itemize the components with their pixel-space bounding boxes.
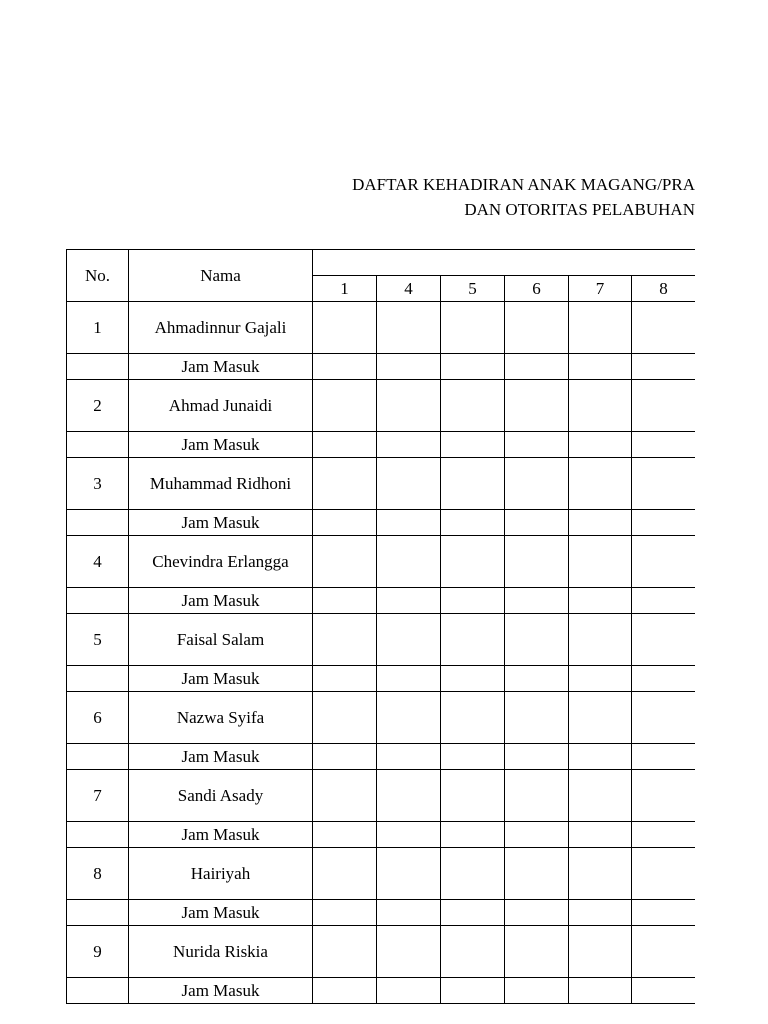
attendance-cell[interactable] (632, 848, 696, 900)
empty-number-cell (67, 900, 129, 926)
jam-masuk-cell[interactable] (569, 900, 632, 926)
attendance-cell[interactable] (313, 302, 377, 354)
participant-row (67, 692, 696, 744)
attendance-cell[interactable] (505, 458, 569, 510)
attendance-cell[interactable] (505, 614, 569, 666)
attendance-cell[interactable] (505, 692, 569, 744)
attendance-cell[interactable] (569, 458, 632, 510)
jam-masuk-cell[interactable] (569, 822, 632, 848)
jam-masuk-cell[interactable] (441, 354, 505, 380)
attendance-cell[interactable] (377, 770, 441, 822)
attendance-cell[interactable] (505, 848, 569, 900)
jam-masuk-row (67, 822, 696, 848)
attendance-cell[interactable] (569, 926, 632, 978)
jam-masuk-row (67, 510, 696, 536)
attendance-cell[interactable] (313, 770, 377, 822)
attendance-cell[interactable] (505, 536, 569, 588)
jam-masuk-row (67, 666, 696, 692)
attendance-cell[interactable] (569, 692, 632, 744)
jam-masuk-cell[interactable] (313, 822, 377, 848)
attendance-cell[interactable] (505, 380, 569, 432)
attendance-cell[interactable] (377, 926, 441, 978)
day-header: 6 (505, 276, 569, 302)
jam-masuk-label: Jam Masuk (129, 666, 313, 692)
jam-masuk-cell[interactable] (441, 822, 505, 848)
attendance-cell[interactable] (377, 302, 441, 354)
jam-masuk-cell[interactable] (505, 354, 569, 380)
jam-masuk-cell[interactable] (569, 744, 632, 770)
attendance-cell[interactable] (569, 302, 632, 354)
jam-masuk-label: Jam Masuk (129, 822, 313, 848)
jam-masuk-row (67, 432, 696, 458)
jam-masuk-cell[interactable] (441, 588, 505, 614)
empty-number-cell (67, 744, 129, 770)
attendance-cell[interactable] (505, 770, 569, 822)
jam-masuk-label: Jam Masuk (129, 744, 313, 770)
attendance-cell[interactable] (441, 458, 505, 510)
empty-number-cell (67, 432, 129, 458)
jam-masuk-cell[interactable] (505, 666, 569, 692)
jam-masuk-cell[interactable] (313, 666, 377, 692)
jam-masuk-cell[interactable] (569, 432, 632, 458)
jam-masuk-row (67, 978, 696, 1004)
empty-number-cell (67, 666, 129, 692)
day-header: 4 (377, 276, 441, 302)
day-header: 7 (569, 276, 632, 302)
attendance-cell[interactable] (441, 380, 505, 432)
jam-masuk-label: Jam Masuk (129, 978, 313, 1004)
jam-masuk-row (67, 900, 696, 926)
attendance-cell[interactable] (632, 458, 696, 510)
participant-number: 6 (67, 692, 129, 744)
attendance-cell[interactable] (377, 848, 441, 900)
jam-masuk-cell[interactable] (632, 432, 696, 458)
attendance-cell[interactable] (632, 692, 696, 744)
jam-masuk-cell[interactable] (632, 354, 696, 380)
empty-number-cell (67, 978, 129, 1004)
jam-masuk-cell[interactable] (569, 588, 632, 614)
jam-masuk-cell[interactable] (313, 432, 377, 458)
participant-name: Sandi Asady (129, 770, 313, 822)
attendance-cell[interactable] (441, 302, 505, 354)
day-header: 1 (313, 276, 377, 302)
attendance-cell[interactable] (632, 536, 696, 588)
jam-masuk-label: Jam Masuk (129, 588, 313, 614)
jam-masuk-cell[interactable] (632, 822, 696, 848)
participant-name: Faisal Salam (129, 614, 313, 666)
attendance-cell[interactable] (441, 614, 505, 666)
attendance-table-body (67, 250, 696, 1004)
jam-masuk-cell[interactable] (632, 744, 696, 770)
jam-masuk-cell[interactable] (377, 900, 441, 926)
attendance-table (66, 249, 695, 1004)
day-header: 5 (441, 276, 505, 302)
attendance-cell[interactable] (569, 848, 632, 900)
jam-masuk-cell[interactable] (377, 666, 441, 692)
jam-masuk-cell[interactable] (377, 510, 441, 536)
jam-masuk-cell[interactable] (505, 588, 569, 614)
attendance-cell[interactable] (313, 536, 377, 588)
jam-masuk-cell[interactable] (313, 588, 377, 614)
empty-number-cell (67, 588, 129, 614)
header-nama: Nama (129, 250, 313, 302)
jam-masuk-cell[interactable] (632, 510, 696, 536)
jam-masuk-cell[interactable] (441, 744, 505, 770)
document-title (0, 172, 695, 222)
jam-masuk-label: Jam Masuk (129, 510, 313, 536)
jam-masuk-row (67, 744, 696, 770)
jam-masuk-cell[interactable] (441, 510, 505, 536)
attendance-cell[interactable] (313, 848, 377, 900)
jam-masuk-cell[interactable] (632, 588, 696, 614)
attendance-cell[interactable] (632, 614, 696, 666)
attendance-cell[interactable] (569, 770, 632, 822)
empty-number-cell (67, 510, 129, 536)
attendance-cell[interactable] (377, 380, 441, 432)
participant-number: 5 (67, 614, 129, 666)
day-header: 8 (632, 276, 696, 302)
jam-masuk-cell[interactable] (441, 666, 505, 692)
participant-name: Chevindra Erlangga (129, 536, 313, 588)
participant-name: Nurida Riskia (129, 926, 313, 978)
attendance-cell[interactable] (441, 692, 505, 744)
jam-masuk-cell[interactable] (313, 744, 377, 770)
attendance-cell[interactable] (632, 770, 696, 822)
attendance-cell[interactable] (569, 380, 632, 432)
attendance-cell[interactable] (441, 770, 505, 822)
participant-number: 7 (67, 770, 129, 822)
participant-name: Ahmadinnur Gajali (129, 302, 313, 354)
jam-masuk-row (67, 588, 696, 614)
participant-number: 9 (67, 926, 129, 978)
jam-masuk-cell[interactable] (377, 744, 441, 770)
jam-masuk-cell[interactable] (377, 354, 441, 380)
participant-number: 8 (67, 848, 129, 900)
attendance-cell[interactable] (313, 380, 377, 432)
participant-row (67, 770, 696, 822)
jam-masuk-cell[interactable] (377, 822, 441, 848)
participant-row (67, 848, 696, 900)
jam-masuk-cell[interactable] (441, 900, 505, 926)
attendance-cell[interactable] (632, 302, 696, 354)
jam-masuk-cell[interactable] (313, 900, 377, 926)
empty-number-cell (67, 354, 129, 380)
jam-masuk-cell[interactable] (505, 744, 569, 770)
attendance-cell[interactable] (377, 536, 441, 588)
title-line-1: DAFTAR KEHADIRAN ANAK MAGANG/PRA (352, 175, 695, 194)
header-day-group (313, 250, 696, 276)
jam-masuk-cell[interactable] (313, 978, 377, 1004)
jam-masuk-label: Jam Masuk (129, 432, 313, 458)
attendance-cell[interactable] (569, 614, 632, 666)
jam-masuk-cell[interactable] (377, 978, 441, 1004)
attendance-cell[interactable] (505, 926, 569, 978)
jam-masuk-cell[interactable] (632, 978, 696, 1004)
jam-masuk-cell[interactable] (505, 822, 569, 848)
participant-name: Ahmad Junaidi (129, 380, 313, 432)
attendance-cell[interactable] (632, 380, 696, 432)
attendance-cell[interactable] (441, 848, 505, 900)
attendance-cell[interactable] (632, 926, 696, 978)
attendance-cell[interactable] (441, 926, 505, 978)
participant-row (67, 536, 696, 588)
attendance-sheet (66, 249, 695, 1007)
attendance-cell[interactable] (313, 692, 377, 744)
attendance-cell[interactable] (313, 926, 377, 978)
jam-masuk-cell[interactable] (505, 900, 569, 926)
jam-masuk-cell[interactable] (632, 666, 696, 692)
participant-number: 1 (67, 302, 129, 354)
attendance-cell[interactable] (441, 536, 505, 588)
jam-masuk-cell[interactable] (377, 432, 441, 458)
participant-row (67, 926, 696, 978)
participant-number: 2 (67, 380, 129, 432)
jam-masuk-cell[interactable] (313, 354, 377, 380)
participant-row (67, 302, 696, 354)
jam-masuk-cell[interactable] (313, 510, 377, 536)
title-line-2: DAN OTORITAS PELABUHAN (464, 200, 695, 219)
jam-masuk-cell[interactable] (505, 510, 569, 536)
jam-masuk-cell[interactable] (377, 588, 441, 614)
attendance-cell[interactable] (377, 458, 441, 510)
jam-masuk-cell[interactable] (569, 354, 632, 380)
participant-name: Nazwa Syifa (129, 692, 313, 744)
participant-number: 4 (67, 536, 129, 588)
participant-name: Muhammad Ridhoni (129, 458, 313, 510)
jam-masuk-row (67, 354, 696, 380)
participant-row (67, 614, 696, 666)
participant-number: 3 (67, 458, 129, 510)
jam-masuk-cell[interactable] (505, 978, 569, 1004)
participant-name: Hairiyah (129, 848, 313, 900)
jam-masuk-cell[interactable] (505, 432, 569, 458)
participant-row (67, 458, 696, 510)
attendance-cell[interactable] (313, 614, 377, 666)
jam-masuk-label: Jam Masuk (129, 354, 313, 380)
jam-masuk-cell[interactable] (569, 978, 632, 1004)
jam-masuk-cell[interactable] (569, 666, 632, 692)
empty-number-cell (67, 822, 129, 848)
jam-masuk-cell[interactable] (441, 432, 505, 458)
attendance-cell[interactable] (377, 614, 441, 666)
attendance-cell[interactable] (377, 692, 441, 744)
jam-masuk-cell[interactable] (569, 510, 632, 536)
participant-row (67, 380, 696, 432)
jam-masuk-cell[interactable] (632, 900, 696, 926)
header-row (67, 250, 696, 276)
jam-masuk-cell[interactable] (441, 978, 505, 1004)
header-no: No. (67, 250, 129, 302)
attendance-cell[interactable] (569, 536, 632, 588)
jam-masuk-label: Jam Masuk (129, 900, 313, 926)
attendance-cell[interactable] (313, 458, 377, 510)
attendance-cell[interactable] (505, 302, 569, 354)
